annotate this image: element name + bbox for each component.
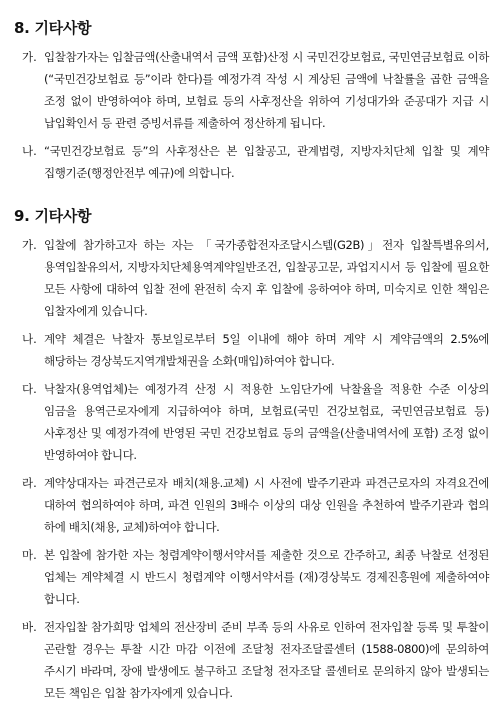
section-8-item-ga — [14, 46, 489, 134]
item-text: “국민건강보험료 등”의 사후정산은 본 입찰공고, 관계법령, 지방자치단체 입찰 및 계약 집행기준(행정안전부 예규)에 의합니다. — [44, 144, 489, 180]
section-8-item-na — [14, 140, 489, 184]
item-marker: 바. — [22, 620, 37, 634]
section-9-item-na — [14, 328, 489, 372]
section-9-item-da — [14, 378, 489, 466]
item-text: 계약 체결은 낙찰자 통보일로부터 5일 이내에 해야 하며 계약 시 계약금액의 2.5%에 해당하는 경상북도지역개발채권을 소화(매입)하여야 합니다. — [44, 332, 489, 368]
item-marker: 가. — [22, 50, 37, 64]
section-9 — [14, 206, 489, 704]
item-text: 계약상대자는 파견근로자 배치(채용.교체) 시 사전에 발주기관과 파견근로자의 자격요건에 대하여 협의하여야 하며, 파견 인원의 3배수 이상의 대상 인원을 추천하여 발주기관과 협의 하에 배치(채용, 교체)하여야 합니다. — [44, 476, 489, 534]
item-marker: 마. — [22, 548, 37, 562]
section-9-item-ga — [14, 234, 489, 322]
item-marker: 나. — [22, 144, 37, 158]
item-text: 낙찰자(용역업체)는 예정가격 산정 시 적용한 노임단가에 낙찰율을 적용한 수준 이상의 임금을 용역근로자에게 지급하여야 하며, 보험료(국민 건강보험료, 국민연금보험료 등) 사후정산 및 예정가격에 반영된 국민 건강보험료 등의 금액을(산출내역서에 포함) 조정 없이 반영하여야 합니다. — [44, 382, 489, 462]
section-9-item-ma — [14, 544, 489, 610]
section-8-title: 8. 기타사항 — [14, 19, 92, 37]
section-9-title: 9. 기타사항 — [14, 207, 92, 225]
item-text: 전자입찰 참가희망 업체의 전산장비 준비 부족 등의 사유로 인하여 전자입찰 등록 및 투찰이 곤란할 경우는 투찰 시간 마감 이전에 조달청 전자조달콜센터 (1588-0800)에 문의하여 주시기 바라며, 장애 발생에도 불구하고 조달청 전자조달 콜센터로 문의하지 않아 발생되는 모든 책임은 입찰 참가자에게 있습니다. — [44, 620, 489, 700]
item-text: 본 입찰에 참가한 자는 청렴계약이행서약서를 제출한 것으로 간주하고, 최종 낙찰로 선정된 업체는 계약체결 시 반드시 청렴계약 이행서약서를 (재)경상북도 경제진흥원에 제출하여야 합니다. — [44, 548, 489, 606]
section-9-item-ba — [14, 616, 489, 704]
item-marker: 나. — [22, 332, 37, 346]
item-marker: 다. — [22, 382, 37, 396]
section-9-item-ra — [14, 472, 489, 538]
item-marker: 라. — [22, 476, 37, 490]
item-text: 입찰에 참가하고자 하는 자는 「국가종합전자조달시스템(G2B)」전자 입찰특별유의서, 용역입찰유의서, 지방자치단체용역계약일반조건, 입찰공고문, 과업지시서 등 입찰에 필요한 모든 사항에 대하여 입찰 전에 완전히 숙지 후 입찰에 응하여야 하며, 미숙지로 인한 책임은 입찰자에게 있습니다. — [44, 238, 489, 318]
section-8 — [14, 18, 489, 184]
item-text: 입찰참가자는 입찰금액(산출내역서 금액 포함)산정 시 국민건강보험료, 국민연금보험료 이하(“국민건강보험료 등”이라 한다)를 예정가격 작성 시 계상된 금액에 낙찰률을 곱한 금액을 조정 없이 반영하여야 하며, 보험료 등의 사후정산을 위하여 기성대가와 준공대가 지급 시 납입확인서 등 관련 증빙서류를 제출하여 정산하게 됩니다. — [44, 50, 489, 130]
item-marker: 가. — [22, 238, 37, 252]
